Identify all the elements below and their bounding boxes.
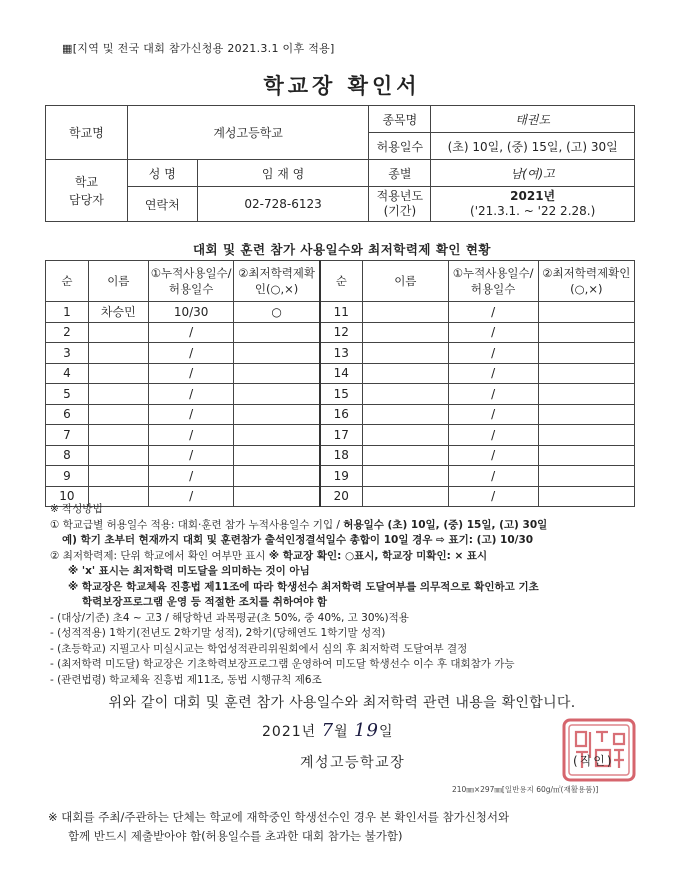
row-no: 2 — [46, 322, 89, 343]
principal-signature: 계성고등학교장 — [300, 755, 406, 771]
table-row — [46, 404, 635, 425]
row-name — [362, 302, 448, 323]
row-no: 11 — [320, 302, 363, 323]
category-label: 종별 — [369, 160, 431, 187]
row-grade — [234, 404, 320, 425]
header-days: ①누적사용일수/허용일수 — [448, 261, 538, 302]
row-name — [88, 466, 148, 487]
row-days: / — [148, 322, 234, 343]
row-no: 14 — [320, 363, 363, 384]
row-no: 13 — [320, 343, 363, 364]
row-no: 20 — [320, 486, 363, 507]
date-day: 19 — [354, 720, 379, 741]
note-3: ※ 'x' 표시는 최저학력 미도달을 의미하는 것이 아님 — [68, 565, 310, 577]
row-no: 12 — [320, 322, 363, 343]
note-4: ※ 학교장은 학교체육 진흥법 제11조에 따라 학생선수 최저학력 도달여부를 의무적으로 확인하고 기초 — [68, 580, 539, 593]
row-grade — [538, 363, 634, 384]
row-grade — [538, 425, 634, 446]
row-days: / — [448, 384, 538, 405]
row-days: / — [148, 384, 234, 405]
row-grade — [538, 322, 634, 343]
name-label: 성 명 — [127, 160, 197, 187]
table-row — [46, 322, 635, 343]
category-value: 남(여)고 — [431, 160, 635, 187]
event-value: 태권도 — [431, 106, 635, 133]
form-tag: ▦[지역 및 전국 대회 참가신청용 2021.3.1 이후 적용] — [62, 42, 335, 55]
row-grade: ○ — [234, 302, 320, 323]
note-1-example: 예) 학기 초부터 현재까지 대회 및 훈련참가 출석인정결석일수 총합이 10일 경우 ⇨ 표기: (고) 10/30 — [62, 534, 534, 546]
row-name — [88, 322, 148, 343]
table-row — [46, 343, 635, 364]
note-2-text: ② 최저학력제: 단위 학교에서 확인 여부만 표시 — [50, 549, 269, 562]
row-days: / — [148, 486, 234, 507]
school-label: 학교명 — [46, 106, 128, 160]
header-name: 이름 — [362, 261, 448, 302]
row-grade — [234, 363, 320, 384]
row-no: 10 — [46, 486, 89, 507]
row-name — [88, 384, 148, 405]
row-no: 1 — [46, 302, 89, 323]
row-name — [88, 404, 148, 425]
header-days: ①누적사용일수/허용일수 — [148, 261, 234, 302]
date-month: 7 — [321, 720, 335, 741]
row-name — [362, 404, 448, 425]
athlete-table — [45, 260, 635, 507]
row-name — [88, 343, 148, 364]
note-1-bold: 허용일수 (초) 10일, (중) 15일, (고) 30일 — [343, 518, 548, 531]
row-grade — [538, 343, 634, 364]
school-value: 계성고등학교 — [127, 106, 369, 160]
writing-notes — [50, 502, 650, 688]
row-no: 18 — [320, 445, 363, 466]
table-row — [46, 445, 635, 466]
row-name — [88, 425, 148, 446]
row-no: 15 — [320, 384, 363, 405]
row-name — [362, 425, 448, 446]
paper-spec: 210㎜×297㎜[일반용지 60g/㎡(재활용품)] — [452, 785, 599, 794]
footer-line-2: 함께 반드시 제출받아야 함(허용일수를 초과한 대회 참가는 불가함) — [68, 829, 403, 843]
sign-date — [262, 720, 393, 741]
detail-1: - (대상/기준) 초4 ~ 고3 / 해당학년 과목평균(초 50%, 중 40%, 고 30%)적용 — [50, 611, 409, 624]
row-grade — [538, 384, 634, 405]
detail-3: - (초등학교) 지필고사 미실시교는 학업성적관리위원회에서 심의 후 최저학력 도달여부 결정 — [50, 642, 468, 655]
footer-notice — [48, 808, 648, 846]
allowed-days-value: (초) 10일, (중) 15일, (고) 30일 — [431, 133, 635, 160]
table-row — [46, 425, 635, 446]
school-seal-stamp — [556, 716, 648, 784]
document-title: 학교장 확인서 — [263, 74, 421, 98]
header-no: 순 — [320, 261, 363, 302]
row-name — [362, 445, 448, 466]
detail-4: - (최저학력 미도달) 학교장은 기초학력보장프로그램 운영하여 미도달 학생선수 이수 후 대회참가 가능 — [50, 658, 515, 670]
row-days: / — [448, 486, 538, 507]
allowed-days-label: 허용일수 — [369, 133, 431, 160]
row-grade — [234, 322, 320, 343]
row-name — [88, 445, 148, 466]
row-days: / — [148, 445, 234, 466]
row-no: 8 — [46, 445, 89, 466]
row-days: / — [148, 466, 234, 487]
event-label: 종목명 — [369, 106, 431, 133]
row-days: / — [448, 302, 538, 323]
row-days: / — [148, 363, 234, 384]
row-days: / — [148, 404, 234, 425]
row-grade — [234, 425, 320, 446]
row-name — [362, 322, 448, 343]
status-title: 대회 및 훈련 참가 사용일수와 최저학력제 확인 현황 — [192, 242, 492, 257]
row-days: / — [448, 404, 538, 425]
row-days: / — [448, 322, 538, 343]
date-day-unit: 일 — [378, 724, 394, 740]
row-grade — [538, 404, 634, 425]
date-month-unit: 월 — [334, 724, 349, 740]
table-row — [46, 466, 635, 487]
detail-2: - (성적적용) 1학기(전년도 2학기말 성적), 2학기(당해연도 1학기말 성적) — [50, 627, 386, 639]
seal-label: (직인) — [573, 754, 614, 768]
table-row — [46, 363, 635, 384]
row-days: / — [448, 343, 538, 364]
name-value: 임 재 영 — [197, 160, 369, 187]
date-year: 2021년 — [262, 724, 317, 740]
row-grade — [538, 302, 634, 323]
detail-5: - (관련법령) 학교체육 진흥법 제11조, 동법 시행규칙 제6조 — [50, 673, 322, 686]
notes-heading: ※ 작성방법 — [50, 503, 103, 515]
year-value: 2021년 — [510, 189, 556, 203]
header-name: 이름 — [88, 261, 148, 302]
row-days: / — [148, 425, 234, 446]
row-no: 17 — [320, 425, 363, 446]
contact-value: 02-728-6123 — [197, 187, 369, 222]
confirmation-statement: 위와 같이 대회 및 훈련 참가 사용일수와 최저학력 관련 내용을 확인합니다. — [108, 695, 576, 711]
year-label: 적용년도 (기간) — [369, 187, 431, 222]
row-grade — [234, 343, 320, 364]
row-no: 3 — [46, 343, 89, 364]
header-grade: ②최저학력제확인(○,×) — [538, 261, 634, 302]
note-1-text: ① 학교급별 허용일수 적용: 대회·훈련 참가 누적사용일수 기입 / — [50, 518, 344, 531]
row-days: / — [448, 445, 538, 466]
row-no: 5 — [46, 384, 89, 405]
row-name — [362, 384, 448, 405]
row-no: 9 — [46, 466, 89, 487]
row-no: 19 — [320, 466, 363, 487]
row-days: 10/30 — [148, 302, 234, 323]
row-no: 6 — [46, 404, 89, 425]
header-grade: ②최저학력제확인(○,×) — [234, 261, 320, 302]
row-grade — [538, 445, 634, 466]
row-name — [362, 343, 448, 364]
header-no: 순 — [46, 261, 89, 302]
row-grade — [538, 466, 634, 487]
info-table — [45, 105, 635, 222]
teacher-label: 학교 담당자 — [46, 160, 128, 222]
note-4-cont: 학력보장프로그램 운영 등 적절한 조치를 취하여야 함 — [82, 596, 328, 608]
row-grade — [234, 384, 320, 405]
row-name: 차승민 — [88, 302, 148, 323]
note-2-bold: ※ 학교장 확인: ○표시, 학교장 미확인: × 표시 — [268, 549, 488, 562]
period-value: ('21.3.1. ~ '22 2.28.) — [470, 204, 596, 218]
row-no: 4 — [46, 363, 89, 384]
row-grade — [234, 466, 320, 487]
row-name — [362, 363, 448, 384]
table-row — [46, 384, 635, 405]
footer-line-1: ※ 대회를 주최/주관하는 단체는 학교에 재학중인 학생선수인 경우 본 확인서를 참가신청서와 — [48, 810, 510, 824]
contact-label: 연락처 — [127, 187, 197, 222]
row-name — [88, 363, 148, 384]
row-days: / — [448, 466, 538, 487]
row-grade — [234, 445, 320, 466]
row-days: / — [448, 425, 538, 446]
row-name — [362, 466, 448, 487]
table-row — [46, 302, 635, 323]
row-no: 7 — [46, 425, 89, 446]
row-days: / — [448, 363, 538, 384]
row-no: 16 — [320, 404, 363, 425]
row-days: / — [148, 343, 234, 364]
